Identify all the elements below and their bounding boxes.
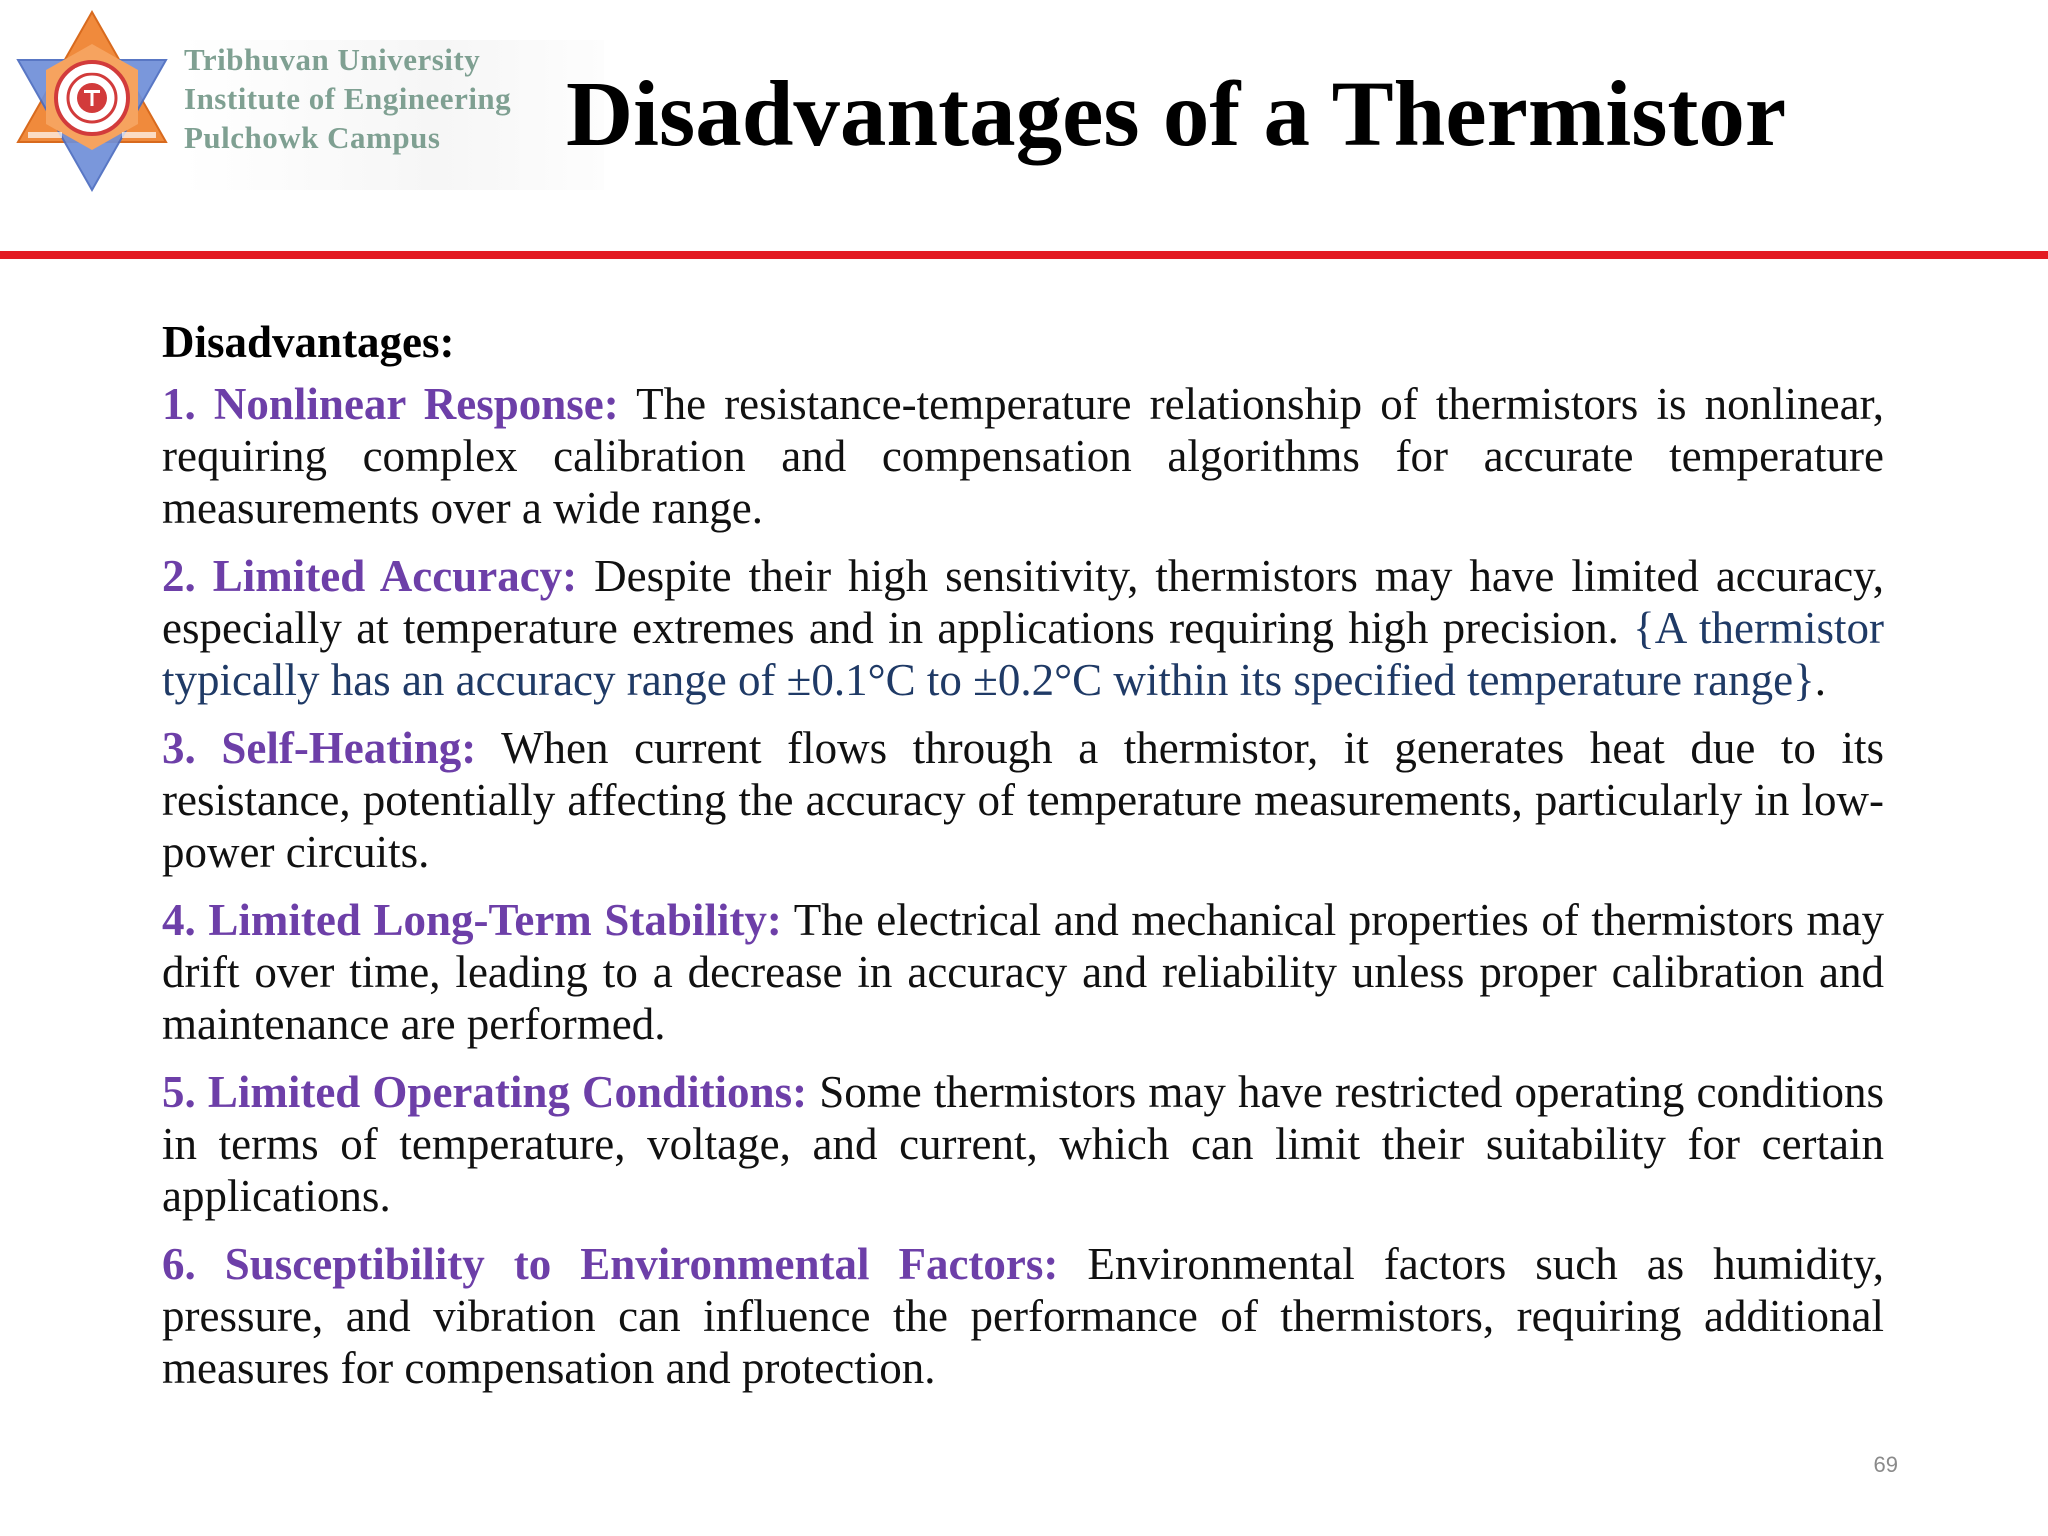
item-label: 4. Limited Long-Term Stability: — [162, 895, 782, 945]
item-note-tail: . — [1814, 655, 1826, 705]
list-item — [162, 894, 1884, 1050]
university-name: Tribhuvan University — [184, 42, 481, 77]
list-item — [162, 550, 1884, 706]
main-content — [162, 312, 1884, 1410]
list-item — [162, 1066, 1884, 1222]
item-text: When current flows through a thermistor, it generates heat due to its resistance, potentially affecting the accuracy of temperature measurements, particularly in low-power circuits. — [162, 723, 1885, 877]
item-text: The electrical and mechanical properties of thermistors may drift over time, leading to a decrease in accuracy and reliability unless proper calibration and maintenance are performed. — [162, 895, 1884, 1049]
item-text: Some thermistors may have restricted operating conditions in terms of temperature, voltage, and current, which can limit their suitability for certain applications. — [162, 1067, 1885, 1221]
list-item — [162, 378, 1884, 534]
list-item — [162, 1238, 1884, 1394]
item-label: 3. Self-Heating: — [162, 723, 477, 773]
item-label: 5. Limited Operating Conditions: — [162, 1067, 808, 1117]
section-heading: Disadvantages: — [162, 317, 455, 367]
page-number: 69 — [1873, 1452, 1898, 1477]
institute-name: Institute of Engineering — [184, 81, 512, 116]
item-label: 2. Limited Accuracy: — [162, 551, 578, 601]
item-label: 1. Nonlinear Response: — [162, 379, 619, 429]
item-text: Environmental factors such as humidity, pressure, and vibration can influence the performance of thermistors, requiring additional measures for compensation and protection. — [162, 1239, 1885, 1393]
item-note: {A thermistor typically has an accuracy range of ±0.1°C to ±0.2°C within its specified temperature range} — [162, 603, 1885, 705]
list-item — [162, 722, 1884, 878]
tribhuvan-university-logo — [12, 10, 172, 192]
page-title: Disadvantages of a Thermistor — [566, 63, 1787, 166]
item-text: The resistance-temperature relationship of thermistors is nonlinear, requiring complex calibration and compensation algorithms for accurate temperature measurements over a wide range. — [162, 379, 1885, 533]
header-divider — [0, 251, 2048, 259]
item-label: 6. Susceptibility to Environmental Factors: — [162, 1239, 1059, 1289]
item-text: Despite their high sensitivity, thermistors may have limited accuracy, especially at temperature extremes and in applications requiring high precision. — [162, 551, 1884, 653]
campus-name: Pulchowk Campus — [184, 120, 441, 155]
institution-name-block — [184, 40, 604, 190]
